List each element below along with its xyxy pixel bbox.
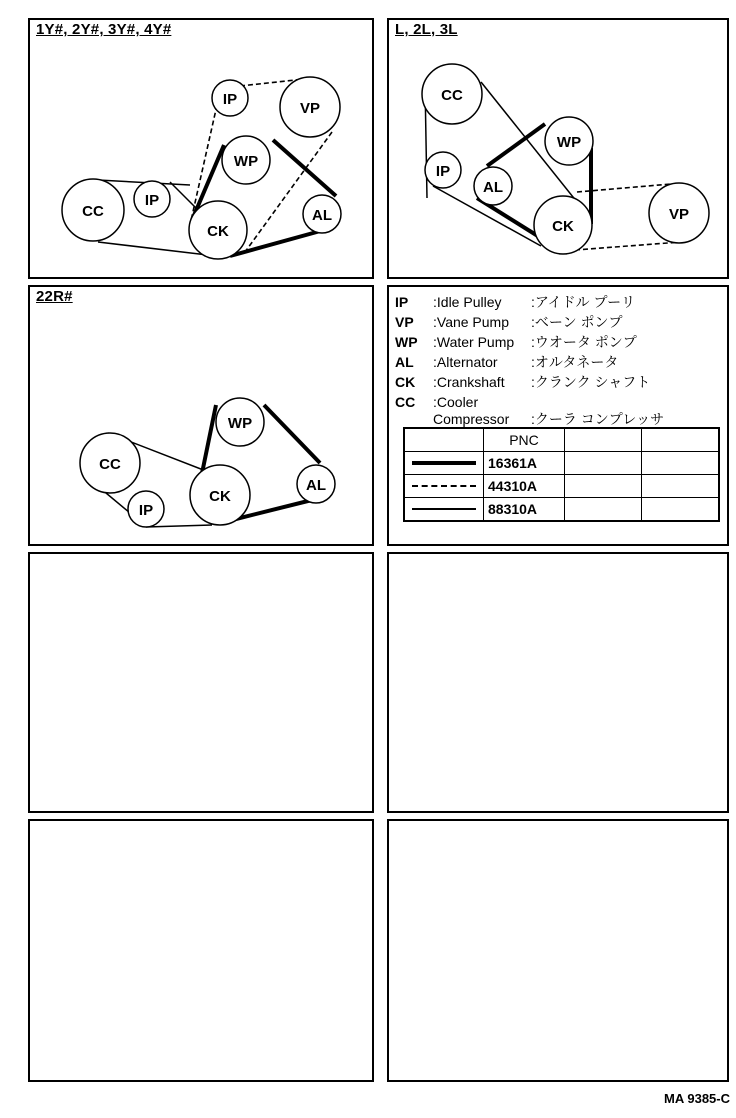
svg-text:IP: IP bbox=[435, 163, 451, 180]
pulley-al bbox=[303, 195, 341, 233]
pnc-header-row bbox=[404, 428, 719, 452]
svg-text:CC: CC bbox=[99, 456, 121, 473]
dashed-line-sample bbox=[412, 485, 476, 487]
empty-panel bbox=[387, 552, 729, 813]
legend-item bbox=[395, 394, 531, 411]
pulley-wp bbox=[216, 398, 264, 446]
pnc-row bbox=[404, 452, 719, 475]
pnc-value: 88310A bbox=[484, 498, 565, 522]
pulley-ip bbox=[128, 491, 164, 527]
pulley-al bbox=[297, 465, 335, 503]
svg-text:VP: VP bbox=[299, 100, 321, 117]
empty-cell bbox=[642, 452, 720, 475]
belt-thick bbox=[264, 405, 320, 463]
pulley-cc bbox=[80, 433, 140, 493]
svg-text:VP: VP bbox=[668, 206, 690, 223]
legend-japanese: :オルタネータ bbox=[531, 354, 619, 370]
svg-text:AL: AL bbox=[312, 207, 332, 224]
legend-english: Compressor bbox=[433, 411, 510, 427]
svg-text:CC: CC bbox=[441, 87, 463, 104]
legend-japanese: :クーラ コンプレッサ bbox=[531, 411, 665, 427]
belt-thin bbox=[146, 525, 212, 527]
belt-diagram-22r bbox=[30, 287, 376, 548]
svg-text:WP: WP bbox=[227, 415, 253, 432]
svg-text:CK: CK bbox=[209, 488, 231, 505]
pnc-row bbox=[404, 498, 719, 522]
belt-diagram-1y bbox=[30, 20, 376, 281]
legend-abbr: AL bbox=[395, 354, 414, 370]
pulley-ck bbox=[534, 196, 592, 254]
pulley-wp bbox=[222, 136, 270, 184]
belt-thick bbox=[273, 140, 336, 196]
svg-text:CC: CC bbox=[82, 203, 104, 220]
line-sample-cell bbox=[404, 475, 484, 498]
legend-abbr: IP bbox=[395, 294, 409, 310]
belt-diagram-l bbox=[389, 20, 731, 281]
legend-japanese: :ウオータ ポンプ bbox=[531, 334, 637, 350]
legend-english: :Vane Pump bbox=[433, 314, 510, 330]
pulley-ip-upper bbox=[212, 80, 248, 116]
empty-panel bbox=[28, 552, 374, 813]
legend-japanese: :クランク シャフト bbox=[531, 374, 651, 390]
legend-english: :Water Pump bbox=[433, 334, 515, 350]
svg-text:AL: AL bbox=[306, 477, 326, 494]
svg-text:WP: WP bbox=[556, 134, 582, 151]
thick-line-sample bbox=[412, 461, 476, 465]
legend-item bbox=[395, 354, 618, 371]
empty-panel bbox=[28, 819, 374, 1082]
pulley-cc bbox=[422, 64, 482, 124]
empty-cell bbox=[642, 428, 720, 452]
legend-english: :Idle Pulley bbox=[433, 294, 502, 310]
pulley-ck bbox=[190, 465, 250, 525]
legend-panel bbox=[387, 285, 729, 546]
legend-japanese: :ベーン ポンプ bbox=[531, 314, 623, 330]
legend-japanese: :アイドル プーリ bbox=[531, 294, 636, 310]
svg-text:IP: IP bbox=[138, 502, 154, 519]
line-sample-header bbox=[404, 428, 484, 452]
legend-abbr: CC bbox=[395, 394, 416, 410]
pnc-value: 44310A bbox=[484, 475, 565, 498]
pulley-wp bbox=[545, 117, 593, 165]
pulley-ip bbox=[425, 152, 461, 188]
pulley-vp bbox=[280, 77, 340, 137]
empty-cell bbox=[565, 498, 642, 522]
svg-text:CK: CK bbox=[207, 223, 229, 240]
panel-title: L, 2L, 3L bbox=[395, 21, 458, 38]
belt-dashed bbox=[575, 242, 681, 250]
legend-english: :Alternator bbox=[433, 354, 498, 370]
diagram-panel-22r bbox=[28, 285, 374, 546]
legend-item bbox=[395, 334, 637, 351]
pnc-row bbox=[404, 475, 719, 498]
legend-abbr: VP bbox=[395, 314, 414, 330]
svg-text:IP: IP bbox=[222, 91, 238, 108]
legend-item bbox=[395, 314, 623, 331]
svg-text:IP: IP bbox=[144, 192, 160, 209]
empty-cell bbox=[565, 452, 642, 475]
diagram-panel-1y bbox=[28, 18, 374, 279]
empty-cell bbox=[565, 475, 642, 498]
pnc-value: 16361A bbox=[484, 452, 565, 475]
pulley-cc bbox=[62, 179, 124, 241]
svg-text:CK: CK bbox=[552, 218, 574, 235]
legend-abbr: CK bbox=[395, 374, 416, 390]
pnc-table bbox=[403, 427, 720, 522]
legend-english: :Crankshaft bbox=[433, 374, 505, 390]
line-sample-cell bbox=[404, 452, 484, 475]
empty-cell bbox=[565, 428, 642, 452]
legend-item bbox=[395, 294, 635, 311]
belt-thin bbox=[170, 182, 198, 210]
legend-item bbox=[395, 374, 650, 391]
catalog-number: MA 9385-C bbox=[664, 1091, 730, 1106]
empty-cell bbox=[642, 498, 720, 522]
pulley-al bbox=[474, 167, 512, 205]
pulley-ip-lower bbox=[134, 181, 170, 217]
pnc-header: PNC bbox=[484, 428, 565, 452]
pulley-ck bbox=[189, 201, 247, 259]
legend-abbr: WP bbox=[395, 334, 418, 350]
diagram-panel-l bbox=[387, 18, 729, 279]
svg-text:WP: WP bbox=[233, 153, 259, 170]
empty-cell bbox=[642, 475, 720, 498]
line-sample-cell bbox=[404, 498, 484, 522]
panel-title: 22R# bbox=[36, 288, 73, 305]
belt-thick bbox=[487, 124, 545, 166]
legend-item bbox=[395, 411, 664, 428]
empty-panel bbox=[387, 819, 729, 1082]
svg-text:AL: AL bbox=[483, 179, 503, 196]
thin-line-sample bbox=[412, 508, 476, 510]
panel-title: 1Y#, 2Y#, 3Y#, 4Y# bbox=[36, 21, 172, 38]
legend-english: :Cooler bbox=[433, 394, 479, 410]
pulley-vp bbox=[649, 183, 709, 243]
